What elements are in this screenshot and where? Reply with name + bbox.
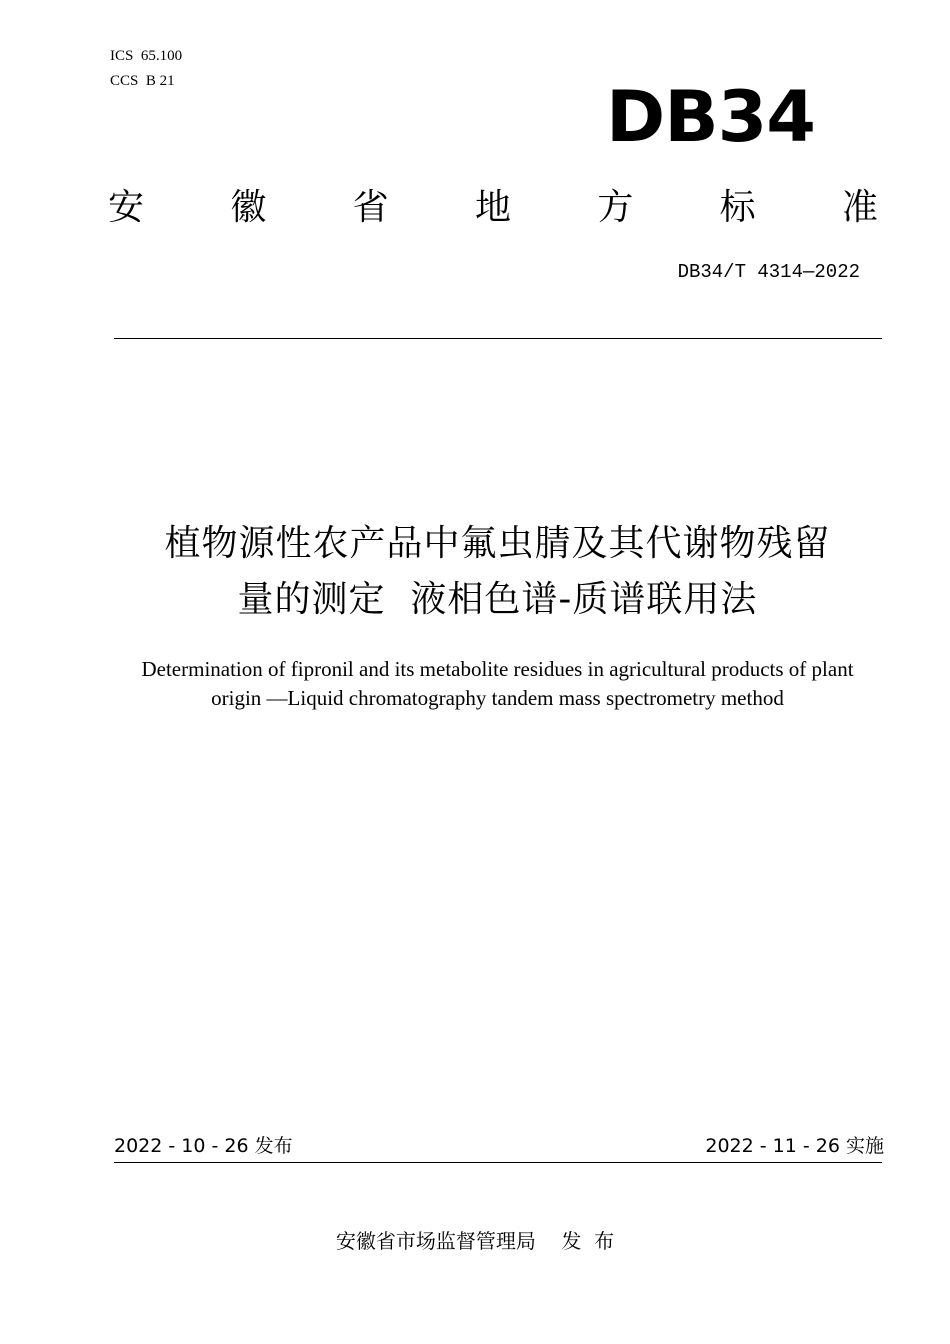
chinese-title-line-2: 量的测定 液相色谱-质谱联用法 [237, 579, 758, 620]
implementation-date: 2022 - 11 - 26 实施 [705, 1135, 884, 1157]
issue-date: 2022 - 10 - 26 发布 [114, 1135, 293, 1157]
standard-number: DB34/T 4314—2022 [677, 261, 860, 283]
standard-type-char: 安 [108, 187, 145, 228]
bottom-divider [114, 1162, 882, 1163]
publisher: 安徽省市场监督管理局 发 布 [335, 1229, 615, 1253]
top-divider [114, 338, 882, 339]
standard-type-char: 徽 [230, 187, 267, 228]
standard-type-char: 省 [352, 187, 389, 228]
standard-type-char: 准 [841, 187, 878, 228]
standard-type-char: 标 [719, 187, 756, 228]
standard-type-char: 方 [597, 187, 634, 228]
ics-code: ICS 65.100 [110, 48, 183, 64]
ccs-code: CCS B 21 [110, 73, 175, 89]
standard-type-char: 地 [474, 187, 511, 228]
english-title-line-1: Determination of fipronil and its metabolite residues in agricultural products of plant [141, 657, 854, 681]
db34-logo: DB34 [606, 76, 815, 158]
chinese-title-line-1: 植物源性农产品中氟虫腈及其代谢物残留 [164, 523, 831, 564]
english-title-line-2: origin —Liquid chromatography tandem mass spectrometry method [211, 686, 784, 710]
standard-type-heading [108, 185, 878, 231]
